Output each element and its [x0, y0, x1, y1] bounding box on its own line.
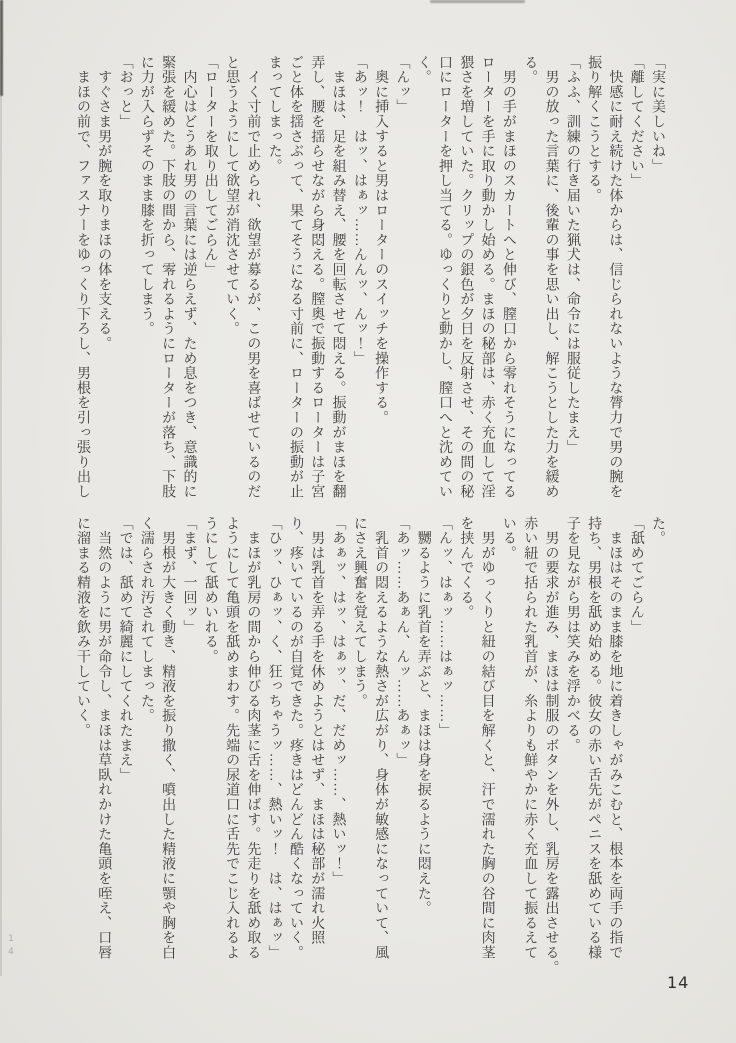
text-column: 口にローターを押し当てる。ゆっくりと動かし、膣口へと沈めてい	[437, 55, 453, 499]
text-column: 「離してください」	[628, 55, 644, 189]
text-column: 奥に挿入すると男はローターのスイッチを操作する。	[373, 55, 389, 425]
text-column: 猥さを増していた。クリップの銀色が夕日を反射させ、その間の秘	[458, 55, 474, 499]
text-column: 「ふふ、訓練の行き届いた猟犬は、命令には服従したまえ」	[564, 55, 580, 455]
scan-artifact-top-edge	[430, 0, 525, 3]
page-number: 14	[667, 973, 690, 992]
text-column: 嬲るように乳首を弄ぶと、まほは身を捩るように悶えた。	[415, 516, 431, 916]
text-column: 「まず、一回ッ」	[181, 516, 197, 635]
text-column: 弄し、腰を揺らせながら身悶える。膣奥で振動するローターは子宮	[309, 55, 325, 499]
text-column: る。	[522, 55, 538, 85]
text-block-top	[68, 55, 668, 513]
text-column: 男の要求が進み、まほは制服のボタンを外し、乳房を露出させる。	[543, 516, 559, 975]
text-column: 持ち、男根を舐め始める。彼女の赤い舌先がペニスを舐めている様	[586, 516, 602, 960]
text-column: 「ひッ、ひぁッ、く、狂っちゃうッ……、熱いッ！ は、はぁッ」	[266, 516, 282, 960]
text-column: く。	[415, 55, 431, 85]
text-column: 「おっと」	[117, 55, 133, 129]
text-column: に溜まる精液を飲み干していく。	[74, 516, 90, 738]
text-column: にさえ興奮を覚えてしまう。	[351, 516, 367, 709]
text-block-bottom	[68, 516, 668, 974]
text-column: 「あぁッ、はッ、はぁッ、だ、だめッ……、熱いッ！」	[330, 516, 346, 886]
text-column: 「実に美しいね」	[650, 55, 665, 174]
text-column: と思うようにして欲望が消沈させていく。	[224, 55, 240, 337]
text-column: いる。	[500, 516, 516, 561]
text-column: まってしまった。	[266, 55, 282, 174]
text-column: ようにして亀頭を舐めまわす。先端の尿道口に舌先でこじ入れるよ	[224, 516, 240, 960]
text-column: まほは、足を組み替え、腰を回転させて悶える。振動がまほを翻	[330, 55, 346, 499]
text-column: 男がゆっくりと紐の結び目を解くと、汗で濡れた胸の谷間に肉茎	[479, 516, 495, 960]
text-column: 「では、舐めて綺麗にしてくれたまえ」	[117, 516, 133, 783]
text-column: イく寸前で止められ、欲望が募るが、この男を喜ばせているのだ	[245, 55, 261, 499]
text-column: ごと体を揺さぶって、果てそうになる寸前に、ローターの振動が止	[287, 55, 303, 499]
text-column: を挟んでくる。	[458, 516, 474, 620]
gutter-page-number: 14	[6, 934, 16, 960]
text-column: 内心はどうあれ男の言葉には逆らえず、ため息をつき、意識的に	[181, 55, 197, 499]
text-column: に力が入らずそのまま膝を折ってしまう。	[138, 55, 154, 337]
text-column: 「あッ！ はッ、はぁッ……んんッ、んッ！」	[351, 55, 367, 366]
text-column: 赤い紐で括られた乳首が、糸よりも鮮やかに赤く充血して振るえて	[522, 516, 538, 960]
text-column: 乳首の悶えるような熱さが広がり、身体が敏感になっていて、風	[373, 516, 389, 960]
scan-artifact-left-edge-dark	[0, 0, 3, 96]
text-column: 「舐めてごらん」	[628, 516, 644, 635]
text-column: まほが乳房の間から伸びる肉茎に舌を伸ばす。先走りを舐め取る	[245, 516, 261, 960]
scan-artifact-left-edge-faint	[0, 96, 2, 976]
text-column: 男は乳首を弄る手を休めようとはせず、まほは秘部が濡れ火照	[309, 516, 325, 946]
text-column: 男根が大きく動き、精液を振り撒く、噴出した精液に顎や胸を白	[160, 516, 176, 960]
text-column: すぐさま男が腕を取りまほの体を支える。	[96, 55, 112, 351]
text-column: た。	[650, 516, 665, 546]
text-column: 緊張を緩めた。下肢の間から、零れるようにローターが落ち、下肢	[160, 55, 176, 499]
text-column: まほの前で、ファスナーをゆっくり下ろし、男根を引っ張り出し	[74, 55, 90, 499]
text-column: 快感に耐え続けた体からは、信じられないような膂力で男の腕を	[607, 55, 623, 499]
text-column: 「あッ……あぁん、んッ……あぁッ」	[394, 516, 410, 768]
text-column: 男の手がまほのスカートへと伸び、膣口から零れそうになってる	[500, 55, 516, 499]
text-column: く濡らされ汚されてしまった。	[138, 516, 154, 724]
text-column: ローターを手に取り動かし始める。まほの秘部は、赤く充血して淫	[479, 55, 495, 499]
text-column: 振り解くこうとする。	[586, 55, 602, 203]
text-column: 「んッ」	[394, 55, 410, 115]
text-column: 男の放った言葉に、後輩の事を思い出し、解こうとした力を緩め	[543, 55, 559, 499]
text-column: 当然のように男が命令し、まほは草臥れかけた亀頭を咥え、口唇	[96, 516, 112, 960]
text-column: 「ローターを取り出してごらん」	[202, 55, 218, 277]
text-column: り、疼いているのが自覚できた。疼きはどんどん酷くなっていく。	[287, 516, 303, 960]
text-column: 「んッ、はぁッ……はぁッ……」	[437, 516, 453, 738]
text-column: 子を見ながら男は笑みを浮かべる。	[564, 516, 580, 753]
text-column: うにして舐めいれる。	[202, 516, 218, 664]
text-column: まほはそのまま膝を地に着きしゃがみこむと、根本を両手の指で	[607, 516, 623, 960]
